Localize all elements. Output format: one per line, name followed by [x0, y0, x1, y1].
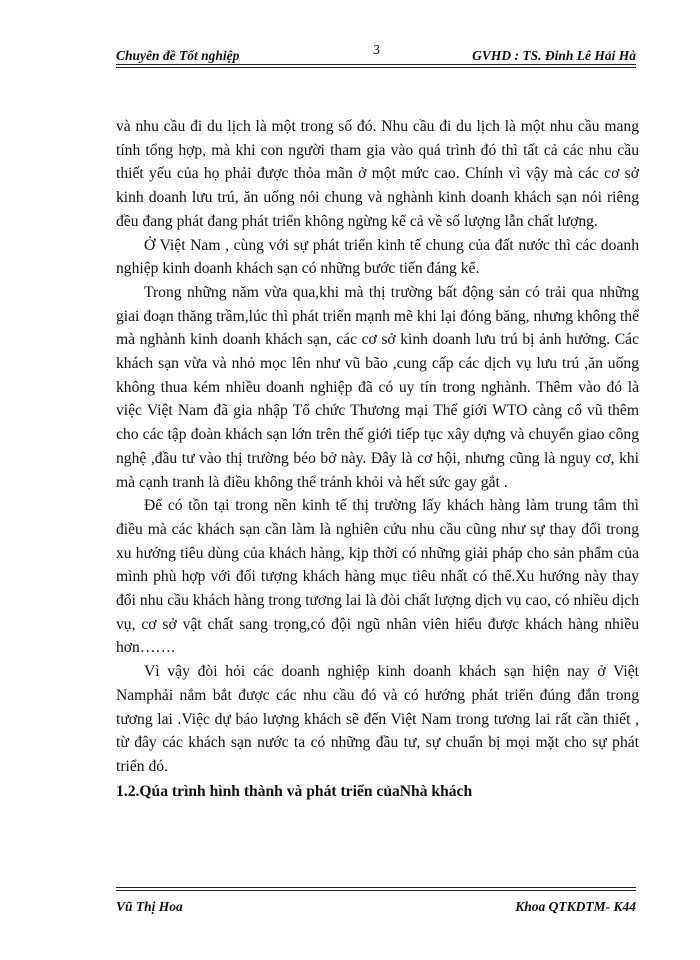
header-advisor: GVHD : TS. Đinh Lê Hải Hà	[472, 48, 636, 63]
section-heading: 1.2.Qúa trình hình thành và phát triển củaNhà khách	[116, 782, 473, 800]
paragraph: Vì vậy đòi hỏi các doanh nghiệp kinh doanh khách sạn hiện nay ở Việt Namphải nắm bắt được các nhu cầu đó và có hướng phát triển đúng đắn trong tương lai .Việc dự báo lượng khách sẽ đến Việt Nam trong tương lai rất cần thiết , từ đây các khách sạn nước ta có những đầu tư, sự chuẩn bị mọi mặt cho sự phát triển đó.	[116, 663, 639, 775]
paragraph: Ở Việt Nam , cùng với sự phát triển kinh tế chung của đất nước thì các doanh nghiệp kinh doanh khách sạn có những bước tiến đáng kể.	[116, 236, 639, 278]
paragraph: Trong những năm vừa qua,khi mà thị trường bất động sản có trải qua những giai đoạn thăng trầm,lúc thì phát triển mạnh mẽ khi lại đóng băng, nhưng không thể mà nghành kinh doanh khách sạn, các cơ sở kinh doanh lưu trú bị ảnh hưởng. Các khách sạn vừa và nhỏ mọc lên như vũ bão ,cung cấp các dịch vụ lưu trú ,ăn uống không thua kém nhiều doanh nghiệp đã có uy tín trong nghành. Thêm vào đó là việc Việt Nam đã gia nhập Tổ chức Thương mại Thế giới WTO càng cổ vũ thêm cho các tập đoàn khách sạn lớn trên thế giới tiếp tục xây dựng và chuyển giao công nghệ ,đầu tư vào thị trường béo bở này. Đây là cơ hội, nhưng cũng là nguy cơ, khi mà cạnh tranh là điều không thể tránh khỏi và hết sức gay gắt .	[116, 283, 639, 491]
footer-rule	[116, 887, 636, 891]
header-rule	[116, 64, 636, 68]
footer-author: Vũ Thị Hoa	[116, 899, 183, 914]
page-footer	[116, 887, 636, 915]
paragraph: Để có tồn tại trong nền kinh tế thị trường lấy khách hàng làm trung tâm thì điều mà các khách sạn cần làm là nghiên cứu nhu cầu cũng như sự thay đổi trong xu hướng tiêu dùng của khách hàng, kịp thời có những giải pháp cho sản phẩm của mình phù hợp với đối tượng khách hàng mục tiêu nhất có thể.Xu hướng này thay đổi nhu cầu khách hàng trong tương lai là đòi chất lượng dịch vụ cao, có nhiều dịch vụ, cơ sở vật chất sang trọng,có đội ngũ nhân viên hiểu được khách hàng nhiều hơn…….	[116, 497, 639, 657]
page-number: 3	[373, 43, 380, 58]
page-body	[116, 115, 639, 803]
page-header	[116, 40, 636, 68]
header-title: Chuyên đề Tốt nghiệp	[116, 48, 240, 63]
footer-department: Khoa QTKDTM- K44	[515, 899, 636, 914]
paragraph: và nhu cầu đi du lịch là một trong số đó. Nhu cầu đi du lịch là một nhu cầu mang tính tổng hợp, mà khi con người tham gia vào quá trình đó thì tất cả các nhu cầu thiết yếu của họ phải được thỏa mãn ở một mức cao. Chính vì vậy mà các cơ sở kinh doanh lưu trú, ăn uống nói chung và nghành kinh doanh khách sạn nói riêng đều đang phát đang phát triển không ngừng kể cả về số lượng lẫn chất lượng.	[116, 118, 639, 230]
